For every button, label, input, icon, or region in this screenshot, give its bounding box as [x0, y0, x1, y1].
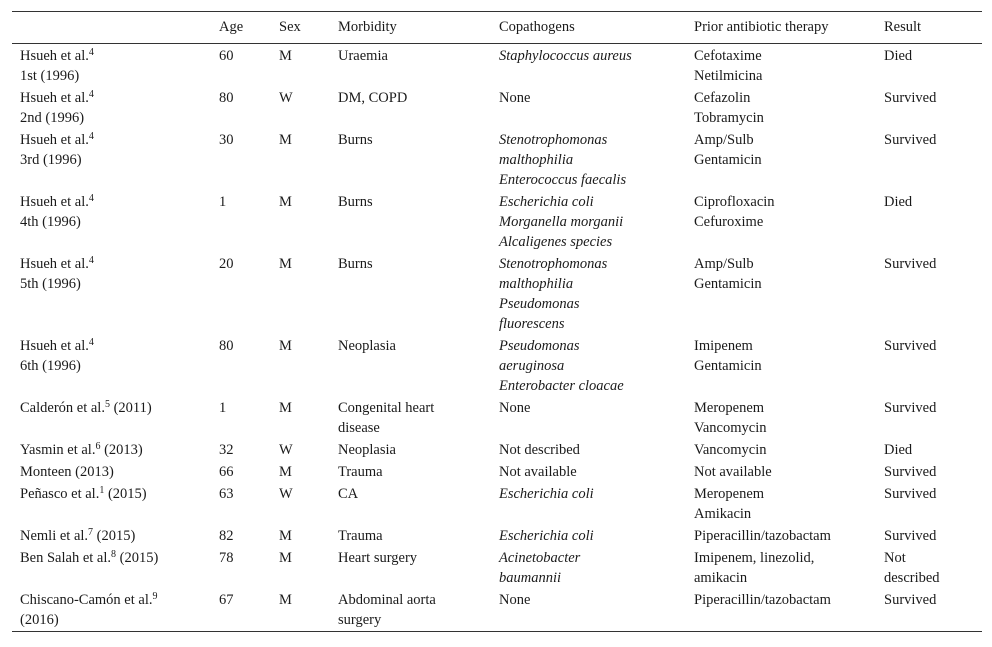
cell-morbidity-line: Trauma	[338, 464, 383, 480]
cell-antibiotics-line: Tobramycin	[694, 110, 764, 126]
cell-age: 66	[219, 464, 234, 480]
cell-result	[876, 335, 982, 397]
author-year: (2015)	[93, 528, 136, 544]
cell-antibiotics-line: Netilmicina	[694, 68, 763, 84]
cell-copathogens-line: Morganella morganii	[499, 214, 624, 230]
table-body	[12, 44, 982, 632]
case-table-container	[12, 11, 982, 632]
cell-morbidity-line: Uraemia	[338, 48, 388, 64]
table-row	[12, 335, 982, 397]
cell-author	[12, 44, 211, 88]
cell-copathogens-line: Pseudomonas	[499, 338, 580, 354]
cell-age: 32	[219, 442, 234, 458]
cell-antibiotics	[686, 525, 876, 547]
cell-age: 20	[219, 256, 234, 272]
author-name: Hsueh et al.	[20, 256, 89, 272]
cell-copathogens-line: Enterococcus faecalis	[499, 172, 627, 188]
cell-result	[876, 44, 982, 88]
author-line	[20, 590, 203, 610]
cell-copathogens	[491, 87, 686, 129]
cell-morbidity-line: Neoplasia	[338, 338, 396, 354]
cell-copathogens	[491, 525, 686, 547]
cell-antibiotics	[686, 191, 876, 253]
cell-copathogens-line: None	[499, 592, 531, 608]
table-row	[12, 44, 982, 88]
cell-antibiotics-line: Vancomycin	[694, 442, 767, 458]
cell-copathogens	[491, 589, 686, 632]
cell-morbidity	[330, 547, 491, 589]
reference-number: 9	[152, 591, 158, 602]
cell-result	[876, 253, 982, 335]
cell-copathogens	[491, 483, 686, 525]
cell-result-line: Died	[884, 194, 913, 210]
cell-result-line: Died	[884, 48, 913, 64]
header-sex: Sex	[279, 19, 301, 35]
header-age: Age	[219, 19, 244, 35]
table-row	[12, 439, 982, 461]
cell-author	[12, 525, 211, 547]
cell-author	[12, 335, 211, 397]
table-row	[12, 483, 982, 525]
author-name: Ben Salah et al.	[20, 550, 112, 566]
cell-copathogens	[491, 191, 686, 253]
cell-copathogens-line: aeruginosa	[499, 358, 565, 374]
cell-antibiotics-line: Amp/Sulb	[694, 132, 754, 148]
cell-age: 1	[219, 400, 227, 416]
table-row	[12, 253, 982, 335]
cell-morbidity	[330, 483, 491, 525]
cell-result-line: Survived	[884, 132, 937, 148]
cell-copathogens-line: Alcaligenes species	[499, 234, 613, 250]
table-row	[12, 191, 982, 253]
cell-age: 82	[219, 528, 234, 544]
author-name: Hsueh et al.	[20, 132, 89, 148]
reference-number: 4	[88, 337, 94, 348]
cell-copathogens-line: Stenotrophomonas	[499, 256, 608, 272]
cell-age: 60	[219, 48, 234, 64]
cell-result-line: Survived	[884, 400, 937, 416]
cell-antibiotics	[686, 44, 876, 88]
cell-morbidity-line: Trauma	[338, 528, 383, 544]
header-author	[12, 12, 211, 44]
cell-antibiotics	[686, 483, 876, 525]
cell-morbidity	[330, 461, 491, 483]
cell-result-line: Survived	[884, 256, 937, 272]
cell-antibiotics-line: Gentamicin	[694, 276, 762, 292]
table-row	[12, 547, 982, 589]
cell-morbidity	[330, 589, 491, 632]
cell-author	[12, 397, 211, 439]
cell-copathogens	[491, 397, 686, 439]
author-line	[20, 440, 203, 460]
cell-copathogens	[491, 253, 686, 335]
author-case-label: 5th (1996)	[20, 276, 81, 292]
cell-result	[876, 483, 982, 525]
cell-result	[876, 129, 982, 191]
cell-morbidity	[330, 525, 491, 547]
cell-sex: M	[279, 528, 292, 544]
cell-antibiotics	[686, 439, 876, 461]
cell-antibiotics-line: Imipenem, linezolid,	[694, 550, 815, 566]
cell-copathogens-line: Escherichia coli	[499, 528, 594, 544]
cell-copathogens-line: Staphylococcus aureus	[499, 48, 632, 64]
cell-age: 30	[219, 132, 234, 148]
cell-antibiotics-line: Piperacillin/tazobactam	[694, 528, 831, 544]
author-name: Monteen (2013)	[20, 464, 114, 480]
cell-age: 67	[219, 592, 234, 608]
cell-copathogens-line: Escherichia coli	[499, 486, 594, 502]
cell-copathogens-line: baumannii	[499, 570, 562, 586]
cell-morbidity-line: Abdominal aorta	[338, 592, 436, 608]
cell-author	[12, 87, 211, 129]
cell-antibiotics	[686, 397, 876, 439]
cell-author	[12, 483, 211, 525]
cell-copathogens-line: malthophilia	[499, 276, 574, 292]
author-line	[20, 254, 203, 274]
case-table	[12, 11, 982, 632]
cell-author	[12, 191, 211, 253]
author-name: Chiscano-Camón et al.	[20, 592, 153, 608]
cell-antibiotics-line: Meropenem	[694, 400, 765, 416]
cell-result-line: Died	[884, 442, 913, 458]
cell-antibiotics	[686, 589, 876, 632]
cell-copathogens-line: Pseudomonas	[499, 296, 580, 312]
author-year: (2015)	[116, 550, 159, 566]
cell-morbidity	[330, 191, 491, 253]
cell-sex: W	[279, 442, 293, 458]
table-row	[12, 397, 982, 439]
author-name: Hsueh et al.	[20, 48, 89, 64]
cell-copathogens	[491, 335, 686, 397]
cell-antibiotics-line: Imipenem	[694, 338, 753, 354]
cell-morbidity-line: Burns	[338, 132, 373, 148]
cell-result-line: Not	[884, 550, 906, 566]
cell-antibiotics-line: Amikacin	[694, 506, 752, 522]
cell-result-line: described	[884, 570, 940, 586]
author-case-label: 6th (1996)	[20, 358, 81, 374]
cell-morbidity-line: Burns	[338, 194, 373, 210]
cell-result-line: Survived	[884, 486, 937, 502]
cell-author	[12, 461, 211, 483]
table-row	[12, 589, 982, 632]
author-line	[20, 46, 203, 66]
cell-morbidity	[330, 253, 491, 335]
author-line	[20, 484, 203, 504]
cell-antibiotics-line: Amp/Sulb	[694, 256, 754, 272]
cell-result-line: Survived	[884, 90, 937, 106]
author-year: (2015)	[104, 486, 147, 502]
table-row	[12, 525, 982, 547]
cell-result	[876, 589, 982, 632]
cell-author	[12, 129, 211, 191]
cell-antibiotics-line: Piperacillin/tazobactam	[694, 592, 831, 608]
author-line	[20, 398, 203, 418]
cell-morbidity	[330, 44, 491, 88]
author-line	[20, 88, 203, 108]
table-row	[12, 461, 982, 483]
cell-copathogens	[491, 547, 686, 589]
cell-author	[12, 439, 211, 461]
author-name: Hsueh et al.	[20, 338, 89, 354]
cell-age: 80	[219, 338, 234, 354]
cell-copathogens-line: Not described	[499, 442, 580, 458]
header-result: Result	[884, 19, 922, 35]
table-row	[12, 129, 982, 191]
author-name: Yasmin et al.	[20, 442, 96, 458]
cell-sex: M	[279, 400, 292, 416]
author-name: Peñasco et al.	[20, 486, 100, 502]
cell-antibiotics	[686, 87, 876, 129]
cell-antibiotics-line: Gentamicin	[694, 358, 762, 374]
cell-sex: M	[279, 338, 292, 354]
author-case-label: 1st (1996)	[20, 68, 80, 84]
cell-copathogens	[491, 129, 686, 191]
author-case-label: (2016)	[20, 612, 59, 628]
author-case-label: 3rd (1996)	[20, 152, 82, 168]
cell-morbidity	[330, 397, 491, 439]
author-case-label: 2nd (1996)	[20, 110, 85, 126]
cell-sex: W	[279, 90, 293, 106]
cell-copathogens-line: Not available	[499, 464, 577, 480]
cell-morbidity	[330, 129, 491, 191]
cell-morbidity-line: Congenital heart	[338, 400, 435, 416]
cell-result-line: Survived	[884, 464, 937, 480]
cell-morbidity-line: Neoplasia	[338, 442, 396, 458]
cell-sex: W	[279, 486, 293, 502]
cell-morbidity-line: Burns	[338, 256, 373, 272]
cell-antibiotics-line: Not available	[694, 464, 772, 480]
cell-author	[12, 589, 211, 632]
header-morbidity: Morbidity	[338, 19, 397, 35]
cell-age: 1	[219, 194, 227, 210]
cell-age: 78	[219, 550, 234, 566]
reference-number: 4	[88, 89, 94, 100]
cell-morbidity-line: CA	[338, 486, 359, 502]
cell-morbidity	[330, 335, 491, 397]
cell-result	[876, 461, 982, 483]
cell-author	[12, 253, 211, 335]
cell-result	[876, 87, 982, 129]
cell-sex: M	[279, 256, 292, 272]
cell-antibiotics-line: Cefuroxime	[694, 214, 764, 230]
cell-copathogens-line: None	[499, 90, 531, 106]
cell-antibiotics-line: Gentamicin	[694, 152, 762, 168]
cell-result-line: Survived	[884, 528, 937, 544]
cell-antibiotics	[686, 335, 876, 397]
cell-result	[876, 191, 982, 253]
cell-antibiotics-line: amikacin	[694, 570, 748, 586]
author-line	[20, 192, 203, 212]
cell-morbidity	[330, 439, 491, 461]
cell-morbidity-line: surgery	[338, 612, 382, 628]
cell-age: 63	[219, 486, 234, 502]
cell-copathogens	[491, 461, 686, 483]
author-name: Calderón et al.	[20, 400, 105, 416]
table-row	[12, 87, 982, 129]
cell-result	[876, 525, 982, 547]
cell-sex: M	[279, 194, 292, 210]
cell-antibiotics-line: Vancomycin	[694, 420, 767, 436]
cell-sex: M	[279, 550, 292, 566]
author-case-label: 4th (1996)	[20, 214, 81, 230]
author-name: Nemli et al.	[20, 528, 89, 544]
cell-sex: M	[279, 464, 292, 480]
reference-number: 1	[99, 485, 105, 496]
author-line	[20, 336, 203, 356]
reference-number: 7	[88, 527, 94, 538]
cell-result-line: Survived	[884, 338, 937, 354]
author-year: (2011)	[109, 400, 152, 416]
reference-number: 8	[111, 549, 117, 560]
header-antibiotic-therapy: Prior antibiotic therapy	[694, 19, 829, 35]
reference-number: 4	[88, 255, 94, 266]
cell-copathogens-line: Enterobacter cloacae	[499, 378, 624, 394]
cell-antibiotics-line: Meropenem	[694, 486, 765, 502]
reference-number: 4	[88, 131, 94, 142]
cell-copathogens-line: Acinetobacter	[499, 550, 581, 566]
cell-morbidity-line: Heart surgery	[338, 550, 418, 566]
author-name: Hsueh et al.	[20, 90, 89, 106]
cell-antibiotics	[686, 461, 876, 483]
cell-antibiotics	[686, 129, 876, 191]
author-line	[20, 526, 203, 546]
cell-sex: M	[279, 48, 292, 64]
cell-copathogens	[491, 44, 686, 88]
cell-morbidity-line: disease	[338, 420, 380, 436]
cell-morbidity-line: DM, COPD	[338, 90, 408, 106]
cell-copathogens-line: None	[499, 400, 531, 416]
cell-antibiotics	[686, 253, 876, 335]
cell-author	[12, 547, 211, 589]
cell-copathogens-line: fluorescens	[499, 316, 565, 332]
cell-result	[876, 397, 982, 439]
cell-result-line: Survived	[884, 592, 937, 608]
reference-number: 4	[88, 193, 94, 204]
cell-copathogens-line: Stenotrophomonas	[499, 132, 608, 148]
cell-antibiotics-line: Ciprofloxacin	[694, 194, 775, 210]
cell-age: 80	[219, 90, 234, 106]
author-line	[20, 548, 203, 568]
cell-copathogens-line: malthophilia	[499, 152, 574, 168]
cell-sex: M	[279, 132, 292, 148]
cell-sex: M	[279, 592, 292, 608]
reference-number: 5	[104, 399, 110, 410]
cell-antibiotics-line: Cefotaxime	[694, 48, 762, 64]
cell-copathogens	[491, 439, 686, 461]
cell-result	[876, 547, 982, 589]
header-copathogens: Copathogens	[499, 19, 575, 35]
author-year: (2013)	[100, 442, 143, 458]
author-name: Hsueh et al.	[20, 194, 89, 210]
table-header-row	[12, 12, 982, 44]
cell-morbidity	[330, 87, 491, 129]
reference-number: 6	[95, 441, 101, 452]
reference-number: 4	[88, 47, 94, 58]
author-line	[20, 462, 203, 482]
cell-antibiotics-line: Cefazolin	[694, 90, 751, 106]
author-line	[20, 130, 203, 150]
cell-antibiotics	[686, 547, 876, 589]
cell-copathogens-line: Escherichia coli	[499, 194, 594, 210]
cell-result	[876, 439, 982, 461]
